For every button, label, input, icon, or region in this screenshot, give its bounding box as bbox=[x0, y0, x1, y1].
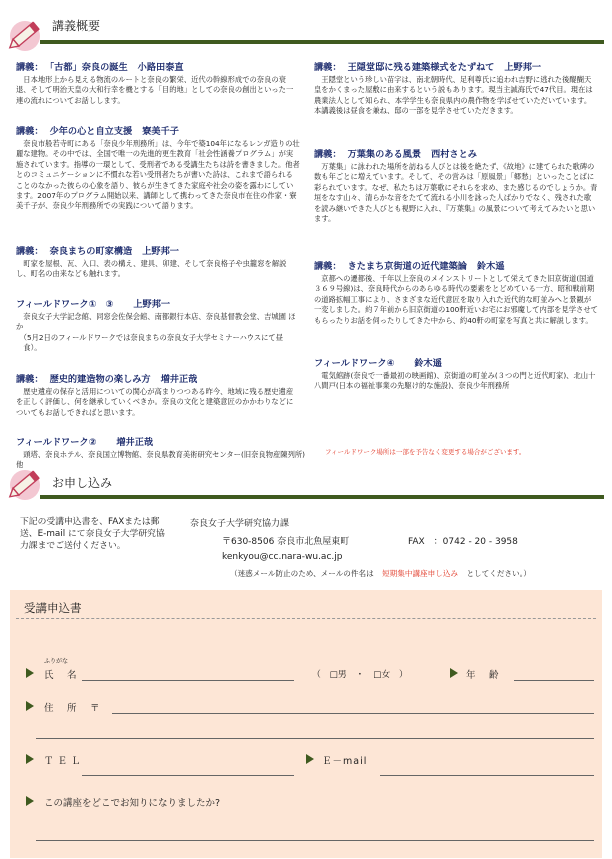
address-field[interactable] bbox=[112, 713, 594, 714]
name-label: 氏 名 bbox=[44, 670, 79, 681]
application-form bbox=[10, 590, 602, 858]
overview-title: 講義概要 bbox=[52, 19, 101, 33]
lecture-tag: 講義： bbox=[314, 149, 342, 160]
submission-instructions: 下記の受講申込書を、FAXまたは郵送、E-mail にて奈良女子大学研究協力課までご送付ください。 bbox=[20, 517, 165, 551]
arrow-icon bbox=[450, 668, 458, 678]
lecture-title: 万葉集のある風景 bbox=[347, 149, 422, 160]
form-title-rule bbox=[16, 618, 596, 619]
arrow-icon bbox=[26, 668, 34, 678]
apply-title: お申し込み bbox=[52, 476, 113, 490]
lecture-tag: 講義： bbox=[16, 62, 44, 73]
lecture-speaker: 増井正哉 bbox=[160, 374, 198, 385]
lecture-title: 少年の心と自立支援 bbox=[49, 126, 133, 137]
lecture-left-2 bbox=[16, 123, 300, 212]
fieldwork-tag: フィールドワーク① ③ bbox=[16, 299, 114, 310]
lecture-left-4 bbox=[16, 371, 300, 418]
lecture-body: 王隠堂という珍しい苗字は、南北朝時代、足利尊氏に追われ吉野に逃れた後醍醐天皇をかくまった屋敷に由来するという説もあります。現当主誠海氏で47代目。現在は農業法人として知られ、本学学生も奈良県内の農作物を学ばせていただいています。本講義後は昼食を兼ね、邸の一部を見学させていただきます。 bbox=[314, 75, 593, 116]
arrow-icon bbox=[26, 796, 34, 806]
office-email[interactable]: kenkyou@cc.nara-wu.ac.jp bbox=[222, 552, 343, 562]
lecture-speaker: 上野邦一 bbox=[504, 62, 542, 73]
fieldwork-left-2 bbox=[16, 434, 306, 471]
fieldwork-left-1 bbox=[16, 296, 300, 354]
fieldwork-speaker: 鈴木遥 bbox=[414, 358, 442, 369]
fieldwork-body: 電気館跡(奈良で一番最初の映画館)、京街道の町並み(３つの門と近代町家)、北山十八間戸(日本の福祉事業の先駆け的な施設)、奈良少年刑務所 bbox=[314, 371, 596, 391]
lecture-body: 万葉集」に詠われた場所を訪ねる人びとは後を絶たず、《故地》に建てられた歌碑の数も年ごとに増えています。そして、その営みは「原風景」「郷愁」といったことばに彩られています。なぜ、私たちは万葉歌にそれらを求め、また感じるのでしょうか。青垣をなす山々、清らかな音をたてて流れる小川を詠った人ばかりでなく、残された歌を読み継いできた人びとも視野に入れ、『万葉集』の風景について考えてみたいと思います。 bbox=[314, 162, 598, 224]
lecture-tag: 講義： bbox=[16, 246, 44, 257]
lecture-body: 奈良市般若寺町にある「奈良少年刑務所」は、今年で築104年になるレンガ造りの壮麗な建物。その中では、全国で唯一の先進的更生教育「社会性涵養プログラム」が実施されています。指導の一環として、受刑者である受講生たちは詩を書きました。他者とのコミュニケーションに不慣れな若い受刑者たちが書いた詩は、これまで語られることのなかった彼らの心象を語り、彼らが生きてきた家庭や社会の姿を露わにしています。2007年のプログラム開始以来、講師として携わってきた奈良市在住の作家・寮美千子が、奈良少年刑務所での実践について語ります。 bbox=[16, 139, 300, 211]
email-label: Ｅ－mail bbox=[322, 756, 368, 767]
lecture-speaker: 寮美千子 bbox=[142, 126, 179, 137]
lecture-title: 王隠堂邸に残る建築様式をたずねて bbox=[347, 62, 495, 73]
lecture-body: 京都への遷都後、千年以上奈良のメインストリートとして栄えてきた旧京街道(国道３６９号線)は、奈良時代からのあらゆる時代の要素をとどめている一方、昭和戦前期の道路拡幅工事により、さまざまな近代意匠を取り入れた近代的な町並みへと景観が一変しました。約７年前から旧京街道の100軒近いお宅にお邪魔して内部を見学させてもらったりお話を伺ったりしてきた中から、約40軒の町家を写真と共に解説します。 bbox=[314, 274, 598, 325]
fieldwork-tag: フィールドワーク② bbox=[16, 437, 97, 448]
lecture-left-3 bbox=[16, 243, 300, 280]
lecture-title: 「古都」奈良の誕生 bbox=[49, 62, 128, 73]
lecture-tag: 講義： bbox=[16, 374, 44, 385]
tel-field[interactable] bbox=[82, 775, 294, 776]
address-label: 住 所 〒 bbox=[44, 703, 102, 714]
address-field-line2[interactable] bbox=[36, 738, 594, 739]
fieldwork-right-4 bbox=[314, 355, 598, 392]
arrow-icon bbox=[306, 754, 314, 764]
age-label: 年 齢 bbox=[466, 670, 501, 681]
lecture-title: 歴史的建造物の楽しみ方 bbox=[49, 374, 151, 385]
lecture-tag: 講義： bbox=[314, 62, 342, 73]
arrow-icon bbox=[26, 701, 34, 711]
age-field[interactable] bbox=[514, 680, 594, 681]
lecture-tag: 講義： bbox=[16, 126, 44, 137]
overview-rule bbox=[40, 40, 604, 44]
arrow-icon bbox=[26, 754, 34, 764]
source-field[interactable] bbox=[36, 840, 594, 841]
tel-label: ＴＥＬ bbox=[44, 756, 85, 767]
lecture-title: きたまち京街道の近代建築論 bbox=[347, 261, 467, 272]
gender-options[interactable]: （ □男 ・ □女 ） bbox=[312, 670, 408, 680]
lecture-speaker: 上野邦一 bbox=[142, 246, 179, 257]
name-field[interactable] bbox=[82, 680, 294, 681]
lecture-right-1 bbox=[314, 59, 598, 117]
furigana-label: ふりがな bbox=[44, 658, 69, 665]
email-note-post: としてください。） bbox=[466, 569, 531, 578]
office-address: 〒630-8506 奈良市北魚屋東町 bbox=[222, 537, 350, 547]
lecture-right-2 bbox=[314, 146, 598, 224]
fieldwork-speaker: 上野邦一 bbox=[133, 299, 171, 310]
email-subject-note bbox=[230, 568, 531, 579]
lecture-speaker: 西村さとみ bbox=[431, 149, 477, 160]
email-note-pre: （迷惑メール防止のため、メールの件名は bbox=[230, 569, 374, 578]
office-fax: FAX ：0742 - 20 - 3958 bbox=[408, 537, 518, 547]
lecture-title: 奈良まちの町家構造 bbox=[49, 246, 133, 257]
lecture-right-3 bbox=[314, 258, 598, 326]
office-name: 奈良女子大学研究協力課 bbox=[190, 519, 290, 529]
fieldwork-body: 奈良女子大学記念館、同窓会佐保会館、南都銀行本店、奈良基督教会堂、吉城園 ほか bbox=[16, 312, 296, 332]
form-title: 受講申込書 bbox=[24, 601, 82, 615]
fieldwork-body: 頭塔、奈良ホテル、奈良国立博物館、奈良県教育美術研究センター(旧奈良物産陳列所) 他 bbox=[16, 450, 306, 470]
lecture-speaker: 鈴木遥 bbox=[477, 261, 505, 272]
fieldwork-body-note: （5月2日のフィールドワークでは奈良まちの奈良女子大学セミナーハウスにて昼食）。 bbox=[19, 332, 284, 353]
lecture-body: 日本地形上から見える物流のルートと奈良の繁栄、近代の幹線形成での奈良の衰退、そして明治天皇の大和行幸を機とする「目的地」としての奈良の創出といった一連の流れについてお話しします。 bbox=[16, 75, 294, 105]
email-field[interactable] bbox=[380, 775, 594, 776]
source-question: この講座をどこでお知りになりましたか? bbox=[44, 798, 221, 809]
lecture-tag: 講義： bbox=[314, 261, 342, 272]
fieldwork-speaker: 増井正哉 bbox=[116, 437, 154, 448]
apply-rule bbox=[40, 495, 604, 499]
fieldwork-change-note: フィールドワーク場所は一部を予告なく変更する場合がございます。 bbox=[325, 448, 526, 456]
lecture-body: 歴史遺産の保存と活用についての関心が高まりつつある昨今、地域に残る歴史遺産を正しく評価し、何を継承していくべきか。奈良の文化と建築意匠のかかわりなどについてもお話しできればと思います。 bbox=[16, 387, 294, 417]
email-note-subject: 短期集中講座申し込み bbox=[382, 569, 459, 578]
fieldwork-tag: フィールドワーク④ bbox=[314, 358, 395, 369]
lecture-left-1 bbox=[16, 59, 300, 106]
pencil-icon bbox=[8, 14, 46, 54]
lecture-body: 町家を屋根、瓦、入口、表の構え、建具、卯建、そして奈良格子や虫籠窓を解説し、町名の由来なども触れます。 bbox=[16, 259, 287, 279]
lecture-speaker: 小路田泰直 bbox=[137, 62, 184, 73]
